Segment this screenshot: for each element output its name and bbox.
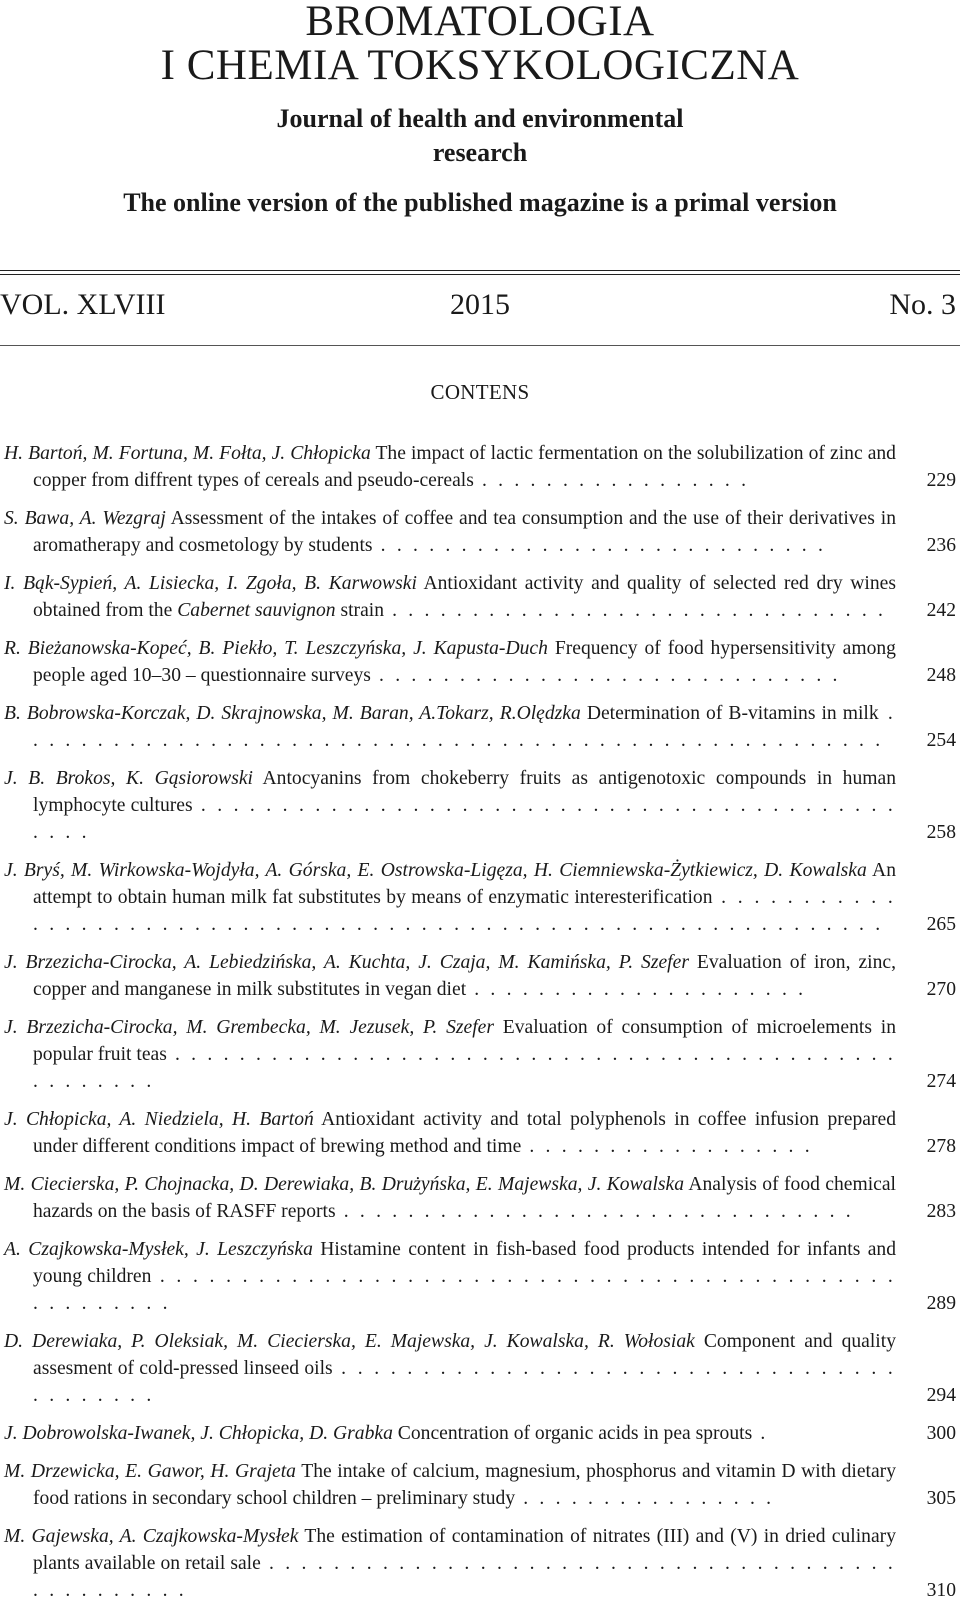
toc-entry-text — [4, 1236, 896, 1317]
toc-entry-text — [4, 700, 897, 754]
journal-title-line-2: I CHEMIA TOKSYKOLOGICZNA — [160, 42, 800, 89]
toc-entry-authors: A. Czajkowska-Mysłek, J. Leszczyńska — [4, 1239, 313, 1260]
toc-entry-title: Concentration of organic acids in pea sprouts — [392, 1423, 753, 1444]
toc-entry[interactable] — [0, 1523, 960, 1604]
toc-entry-text — [4, 765, 897, 846]
toc-entry-title-tail: strain — [335, 600, 385, 621]
toc-entry-title: Antioxidant activity and total polyphenols in coffee infusion prepared under different conditions impact of brewing method and time — [33, 1109, 896, 1157]
toc-entry-leader-dots: . . . . . . . . . . . . . . . . . — [473, 470, 750, 491]
toc-entry-title: Assessment of the intakes of coffee and tea consumption and the use of their derivatives in aromatherapy and cosmetology by students — [33, 508, 896, 556]
toc-entry-title-italic: Cabernet sauvignon — [177, 600, 336, 621]
toc-entry-text — [4, 949, 896, 1003]
toc-entry-leader-dots: . . . . . . . . . . . . . . . . . . . . . . . . . . . . . . . . . . . . . . . . . . — [33, 1358, 896, 1406]
toc-entry-title: Component and quality assesment of cold-pressed linseed oils — [33, 1331, 896, 1379]
toc-entry-leader-dots: . . . . . . . . . . . . . . . . . . — [521, 1136, 813, 1157]
toc-entry[interactable] — [0, 1420, 960, 1447]
toc-entry[interactable] — [0, 1171, 960, 1225]
toc-entry-authors: J. Bryś, M. Wirkowska-Wojdyła, A. Górska, E. Ostrowska-Ligęza, H. Ciemniewska-Żytkiewicz, D. Kowalska — [4, 860, 867, 881]
toc-entry-page-number: 305 — [926, 1488, 956, 1509]
header-divider-bottom — [0, 345, 960, 346]
toc-entry-title: Analysis of food chemical hazards on the basis of RASFF reports — [33, 1174, 896, 1222]
toc-entry-text — [4, 505, 896, 559]
toc-entry[interactable] — [0, 765, 960, 846]
toc-entry-title: The impact of lactic fermentation on the solubilization of zinc and copper from diffrent types of cereals and pseudo-cereals — [33, 443, 896, 491]
toc-entry-leader-dots: . . . . . . . . . . . . . . . . . . . . . . . . . . . . . . . . — [335, 1201, 854, 1222]
toc-entry[interactable] — [0, 700, 960, 754]
toc-entry-authors: D. Derewiaka, P. Oleksiak, M. Ciecierska, E. Majewska, J. Kowalska, R. Wołosiak — [4, 1331, 695, 1352]
toc-entry-authors: S. Bawa, A. Wezgraj — [4, 508, 166, 529]
issue-number: No. 3 — [889, 288, 956, 321]
toc-entry-authors: M. Gajewska, A. Czajkowska-Mysłek — [4, 1526, 299, 1547]
toc-entry-authors: J. B. Brokos, K. Gąsiorowski — [4, 768, 253, 789]
toc-entry-title: Antocyanins from chokeberry fruits as antigenotoxic compounds in human lymphocyte cultures — [33, 768, 897, 816]
toc-entry-authors: H. Bartoń, M. Fortuna, M. Fołta, J. Chłopicka — [4, 443, 371, 464]
toc-entry-title: Frequency of food hypersensitivity among people aged 10–30 – questionnaire surveys — [33, 638, 896, 686]
toc-entry-leader-dots: . — [752, 1423, 769, 1444]
toc-entry-text — [4, 1014, 896, 1095]
toc-entry-leader-dots: . . . . . . . . . . . . . . . . . . . . . . . . . . . . — [372, 535, 827, 556]
toc-entry-page-number: 270 — [926, 979, 956, 1000]
toc-entry-text — [4, 1420, 896, 1447]
toc-entry-authors: I. Bąk-Sypień, A. Lisiecka, I. Zgoła, B. Karwowski — [4, 573, 417, 594]
toc-entry[interactable] — [0, 1014, 960, 1095]
toc-entry-page-number: 236 — [926, 535, 956, 556]
toc-entry-leader-dots: . . . . . . . . . . . . . . . . . . . . . . . . . . . . . . . . . . . . . . . . . . . . . . . . . — [33, 1553, 896, 1601]
toc-entry-page-number: 289 — [926, 1293, 956, 1314]
journal-subtitle-line-2: research — [432, 138, 528, 167]
toc-entry[interactable] — [0, 949, 960, 1003]
toc-entry[interactable] — [0, 857, 960, 938]
toc-entry[interactable] — [0, 635, 960, 689]
toc-entry-title: Determination of B-vitamins in milk — [580, 703, 879, 724]
toc-entry-text — [4, 1328, 896, 1409]
toc-entry-text — [4, 635, 896, 689]
toc-entry-text — [4, 570, 896, 624]
toc-entry[interactable] — [0, 505, 960, 559]
toc-entry-authors: J. Brzezicha-Cirocka, A. Lebiedzińska, A. Kuchta, J. Czaja, M. Kamińska, P. Szefer — [4, 952, 689, 973]
toc-entry-title: Evaluation of consumption of microelements in popular fruit teas — [33, 1017, 896, 1065]
toc-entry-title: Histamine content in fish-based food products intended for infants and young children — [33, 1239, 896, 1287]
toc-entry-leader-dots: . . . . . . . . . . . . . . . . . . . . . . . . . . . . . — [370, 665, 841, 686]
issue-volume: VOL. XLVIII — [0, 288, 166, 321]
toc-entry-leader-dots: . . . . . . . . . . . . . . . . — [515, 1488, 775, 1509]
toc-entry[interactable] — [0, 1458, 960, 1512]
toc-entry-leader-dots: . . . . . . . . . . . . . . . . . . . . . — [466, 979, 807, 1000]
issue-year: 2015 — [450, 288, 510, 321]
toc-entry-title: Antioxidant activity and quality of selected red dry wines obtained from the — [33, 573, 896, 621]
toc-entry[interactable] — [0, 1236, 960, 1317]
toc-entry-text — [4, 440, 896, 494]
toc-entry-leader-dots: . . . . . . . . . . . . . . . . . . . . . . . . . . . . . . . . . . . . . . . . . . . . . . . . . . . . . . — [33, 703, 897, 751]
toc-entry-authors: B. Bobrowska-Korczak, D. Skrajnowska, M. Baran, A.Tokarz, R.Olędzka — [4, 703, 581, 724]
toc-entry-page-number: 283 — [926, 1201, 956, 1222]
toc-entry[interactable] — [0, 440, 960, 494]
toc-entry-leader-dots: . . . . . . . . . . . . . . . . . . . . . . . . . . . . . . . . . . . . . . . . . . . . . . . . . . . . . . . . . . . . . . . . — [33, 887, 896, 935]
toc-entry-authors: J. Chłopicka, A. Niedziela, H. Bartoń — [4, 1109, 314, 1130]
contents-heading: CONTENS — [430, 380, 530, 404]
toc-entry-text — [4, 1106, 896, 1160]
toc-entry-page-number: 300 — [926, 1423, 956, 1444]
toc-entry[interactable] — [0, 1106, 960, 1160]
toc-entry-page-number: 265 — [926, 914, 956, 935]
header-divider-top-inner — [0, 274, 960, 275]
toc-entry-title: Evaluation of iron, zinc, copper and manganese in milk substitutes in vegan diet — [33, 952, 896, 1000]
toc-entry-leader-dots: . . . . . . . . . . . . . . . . . . . . . . . . . . . . . . . . . . . . . . . . . . . . . . . . . . . . . — [33, 1044, 896, 1092]
table-of-contents — [0, 440, 960, 1615]
toc-entry-page-number: 254 — [926, 730, 956, 751]
journal-subtitle — [0, 102, 960, 170]
toc-entry-page-number: 278 — [926, 1136, 956, 1157]
toc-entry[interactable] — [0, 570, 960, 624]
toc-entry-page-number: 274 — [926, 1071, 956, 1092]
journal-subtitle-line-1: Journal of health and environmental — [276, 104, 684, 133]
journal-title-line-1: BROMATOLOGIA — [305, 0, 655, 45]
toc-entry-page-number: 248 — [926, 665, 956, 686]
online-version-note: The online version of the published magazine is a primal version — [123, 188, 837, 217]
toc-entry-authors: J. Brzezicha-Cirocka, M. Grembecka, M. Jezusek, P. Szefer — [4, 1017, 494, 1038]
toc-entry-authors: M. Ciecierska, P. Chojnacka, D. Derewiaka, B. Drużyńska, E. Majewska, J. Kowalska — [4, 1174, 685, 1195]
toc-entry-text — [4, 1458, 896, 1512]
toc-entry-title: An attempt to obtain human milk fat substitutes by means of enzymatic interesterification — [33, 860, 896, 908]
toc-entry-authors: M. Drzewicka, E. Gawor, H. Grajeta — [4, 1461, 296, 1482]
toc-entry-text — [4, 1523, 896, 1604]
toc-entry-leader-dots: . . . . . . . . . . . . . . . . . . . . . . . . . . . . . . . . . . . . . . . . . . . . . . . — [33, 795, 896, 843]
toc-entry-title: The intake of calcium, magnesium, phosphorus and vitamin D with dietary food rations in secondary school children – preliminary study — [33, 1461, 896, 1509]
toc-entry-text — [4, 857, 896, 938]
toc-entry-page-number: 294 — [926, 1385, 956, 1406]
toc-entry-page-number: 258 — [926, 822, 956, 843]
toc-entry-page-number: 242 — [926, 600, 956, 621]
toc-entry[interactable] — [0, 1328, 960, 1409]
toc-entry-text — [4, 1171, 896, 1225]
toc-entry-page-number: 310 — [926, 1580, 956, 1601]
journal-title — [0, 0, 960, 88]
toc-entry-title: The estimation of contamination of nitrates (III) and (V) in dried culinary plants available on retail sale — [33, 1526, 896, 1574]
toc-entry-page-number: 229 — [926, 470, 956, 491]
header-divider-top — [0, 270, 960, 271]
toc-entry-leader-dots: . . . . . . . . . . . . . . . . . . . . . . . . . . . . . . . . . . . . . . . . . . . . . . . . . . . . . . — [33, 1266, 896, 1314]
toc-entry-authors: J. Dobrowolska-Iwanek, J. Chłopicka, D. Grabka — [4, 1423, 393, 1444]
issue-info-row — [0, 282, 960, 328]
toc-entry-authors: R. Bieżanowska-Kopeć, B. Piekło, T. Leszczyńska, J. Kapusta-Duch — [4, 638, 548, 659]
toc-entry-leader-dots: . . . . . . . . . . . . . . . . . . . . . . . . . . . . . . . — [384, 600, 887, 621]
